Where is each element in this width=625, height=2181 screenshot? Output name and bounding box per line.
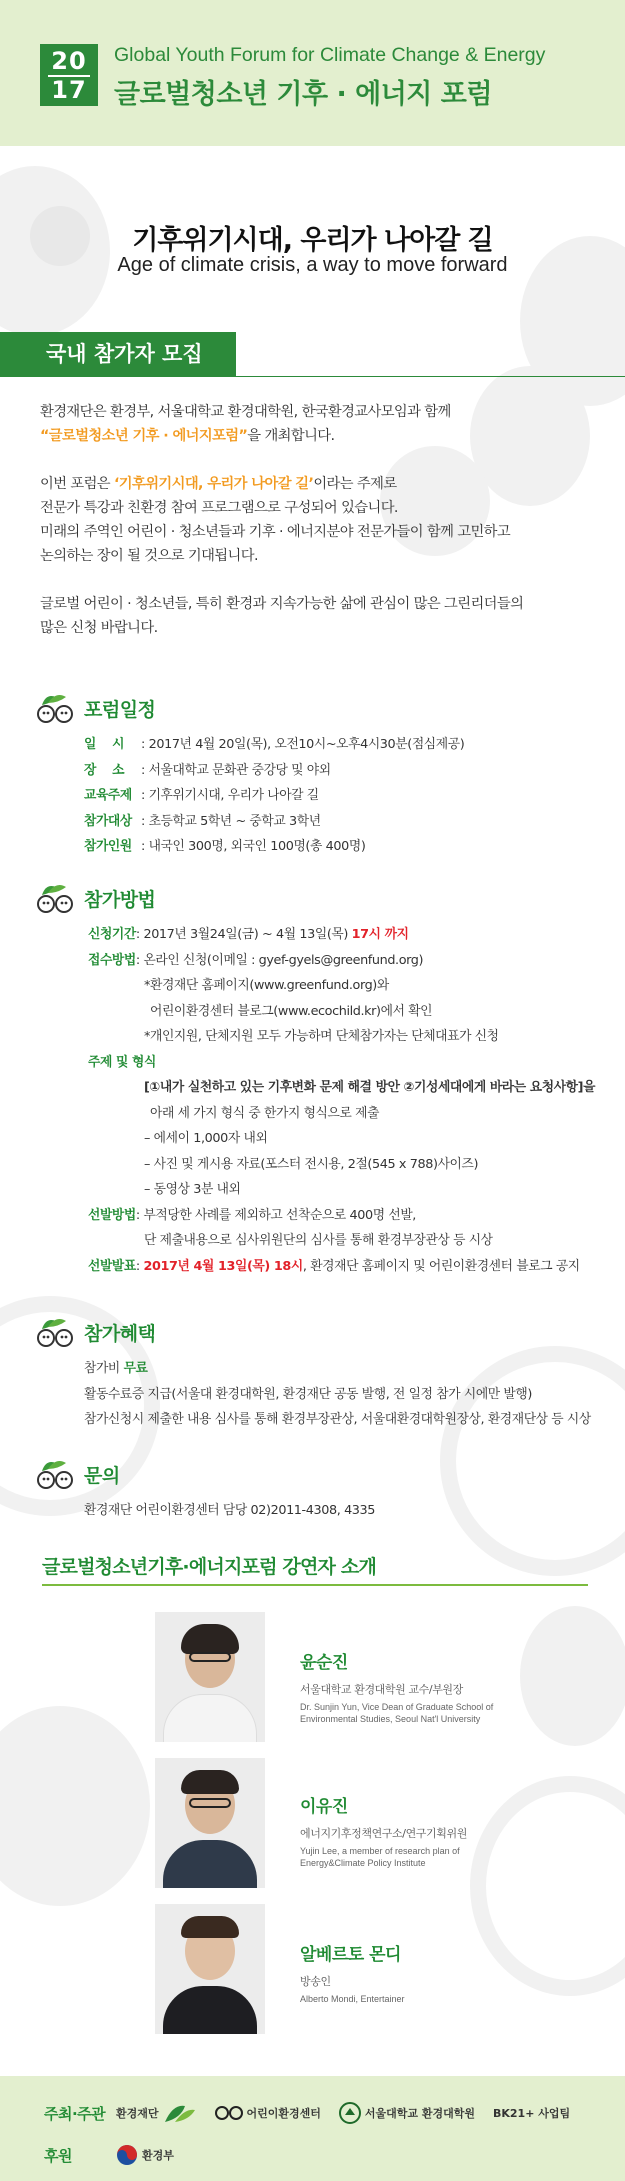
forum-logo-icon: [34, 881, 78, 915]
speaker-2-en-line2: Energy&Climate Policy Institute: [300, 1858, 426, 1868]
apply-note2: 어린이환경센터 블로그(www.ecochild.kr)에서 확인: [150, 1003, 433, 1019]
recruit-label: 국내 참가자 모집: [0, 332, 236, 377]
sponsor-1: [116, 2144, 174, 2166]
topic-line5: – 동영상 3분 내외: [144, 1182, 241, 1197]
speaker-1-en-line1: Dr. Sunjin Yun, Vice Dean of Graduate School of: [300, 1702, 494, 1712]
announce-rest: , 환경재단 홈페이지 및 어린이환경센터 블로그 공지: [302, 1258, 580, 1274]
schedule-row: 장 소 : 서울대학교 문화관 중강당 및 야외: [84, 758, 464, 784]
eco-child-logo-icon: [215, 2105, 243, 2121]
host-4: BK21+ 사업팀: [493, 2107, 571, 2120]
intro-p3-line2: 많은 신청 바랍니다.: [40, 620, 158, 636]
recruit-divider: [236, 376, 625, 377]
forum-logo-icon: [34, 691, 78, 725]
snu-emblem-icon: [339, 2102, 361, 2124]
schedule-row: 참가대상 : 초등학교 5학년 ~ 중학교 3학년: [84, 809, 464, 835]
period-label: 신청기간: [88, 927, 136, 942]
period-value: 2017년 3월24일(금) ~ 4월 13일(목): [143, 927, 352, 942]
schedule-row-label: 참가대상: [84, 813, 132, 829]
speaker-3: [300, 1940, 405, 2005]
speakers-divider: [42, 1584, 588, 1586]
topic-line4: – 사진 및 게시용 자료(포스터 전시용, 2절(545 x 788)사이즈): [144, 1156, 479, 1172]
benefit-section: [34, 1314, 591, 1433]
speaker-photo-1: [155, 1612, 265, 1742]
schedule-section: [34, 690, 464, 860]
contact-line1: 환경재단 어린이환경센터 담당 02)2011-4308, 4335: [84, 1503, 376, 1518]
schedule-row-value: 2017년 4월 20일(목), 오전10시~오후4시30분(점심제공): [148, 737, 465, 752]
intro-p2-line3: 미래의 주역인 어린이 · 청소년들과 기후 · 에너지분야 전문가들이 함께 고민하고: [40, 524, 511, 540]
schedule-row-value: 서울대학교 문화관 중강당 및 야외: [148, 762, 331, 778]
method-heading: 참가방법: [84, 888, 156, 911]
apply-note3: *개인지원, 단체지원 모두 가능하며 단체참가자는 단체대표가 신청: [144, 1029, 499, 1044]
intro-p1-line2: 을 개최합니다.: [247, 428, 335, 444]
speaker-2-name: 이유진: [300, 1797, 348, 1817]
schedule-heading: 포럼일정: [84, 698, 156, 721]
year-top: 20: [51, 47, 87, 75]
intro-theme: ‘기후위기시대, 우리가 나아갈 길’: [113, 476, 314, 492]
topic-label: 주제 및 형식: [88, 1054, 156, 1070]
speaker-2-role: 에너지기후정책연구소/연구기획위원: [300, 1827, 467, 1840]
schedule-row-value: 초등학교 5학년 ~ 중학교 3학년: [148, 813, 321, 829]
hero-title-ko: 기후위기시대, 우리가 나아갈 길: [132, 225, 493, 256]
sponsor-label: 후원: [44, 2146, 72, 2165]
header-title-en: Global Youth Forum for Climate Change & Energy: [114, 44, 546, 66]
select-line1: 부적당한 사례를 제외하고 선착순으로 400명 선발,: [143, 1207, 416, 1223]
intro-p3-line1: 글로벌 어린이 · 청소년들, 특히 환경과 지속가능한 삶에 관심이 많은 그린리더들의: [40, 596, 524, 612]
taegeuk-emblem-icon: [116, 2144, 138, 2166]
contact-heading: 문의: [84, 1464, 120, 1487]
host-label: 주최·주관: [44, 2104, 106, 2123]
forum-logo-icon: [34, 1457, 78, 1491]
announce-date: 2017년 4월 13일(목) 18시: [143, 1258, 303, 1274]
benefit-free: 무료: [123, 1361, 148, 1376]
intro-p2-line4: 논의하는 장이 될 것으로 기대됩니다.: [40, 548, 258, 564]
benefit-line2: 활동수료증 지급(서울대 환경대학원, 환경재단 공동 발행, 전 일정 참가 시에만 발행): [84, 1386, 532, 1402]
host-3-name: 서울대학교 환경대학원: [364, 2107, 475, 2120]
year-bottom: 17: [51, 76, 87, 104]
host-1: [116, 2102, 197, 2124]
speaker-3-role: 방송인: [300, 1975, 331, 1988]
leaf-logo-icon: [163, 2102, 197, 2124]
speaker-2: [300, 1792, 467, 1869]
year-badge: [40, 44, 98, 106]
schedule-row-label: 일 시: [84, 737, 125, 752]
header-banner: [0, 0, 625, 146]
speaker-3-name: 알베르토 몬디: [300, 1945, 401, 1965]
speaker-photo-3: [155, 1904, 265, 2034]
benefit-fee: 참가비: [84, 1361, 124, 1376]
hero-title-en: Age of climate crisis, a way to move forward: [117, 254, 508, 276]
speakers-heading: 글로벌청소년기후·에너지포럼 강연자 소개: [42, 1556, 377, 1578]
announce-label: 선발발표: [88, 1258, 136, 1274]
apply-label: 접수방법: [88, 952, 136, 968]
schedule-row-label: 장 소: [84, 762, 125, 778]
topic-line3: – 에세이 1,000자 내외: [144, 1131, 268, 1146]
schedule-row: 교육주제 : 기후위기시대, 우리가 나아갈 길: [84, 783, 464, 809]
footer: [0, 2076, 625, 2181]
schedule-row: 참가인원 : 내국인 300명, 외국인 100명(총 400명): [84, 834, 464, 860]
schedule-row-value: 기후위기시대, 우리가 나아갈 길: [148, 788, 319, 803]
intro-p2-pre: 이번 포럼은: [40, 476, 114, 492]
contact-section: [34, 1456, 375, 1524]
speaker-3-en-line1: Alberto Mondi, Entertainer: [300, 1994, 405, 2004]
select-label: 선발방법: [88, 1207, 136, 1223]
speaker-2-en-line1: Yujin Lee, a member of research plan of: [300, 1846, 460, 1856]
apply-value: 온라인 신청(이메일 : gyef-gyels@greenfund.org): [143, 952, 424, 968]
intro-p2-post: 이라는 주제로: [313, 476, 397, 492]
topic-line2: 아래 세 가지 형식 중 한가지 형식으로 제출: [150, 1105, 380, 1121]
method-section: 참가방법 신청기간: 2017년 3월24일(금) ~ 4월 13일(목) 17시 까지 접수방법: 온라인 신청(이메일 : gyef-gyels@greenfund.org) *환경재단 홈페이지(www.greenfund.org)와 어린이환경센터 블로그(www.ecochild.kr)에서 확인 *개인지원, 단체지원 모두 가능하며 단체참가자는 단체대표가 신청 주제 및 형식 [①내가 실천하고 있는 기후변화 문제 해결 방안 ②기성세대에게 바라는 요청사항]을 아래 세 가지 형식 중 한가지 형식으로 제출 – 에세이 1,000자 내외 – 사진 및 게시용 자료(포스터 전시용, 2절(545 x 788)사이즈) – 동영상 3분 내외 선발방법: 부적당한 사례를 제외하고 선착순으로 400명 선발, 단 제출내용으로 심사위원단의 심사를 통해 환경부장관상 등 시상 선발발표: 2017년 4월 13일(목) 18시, 환경재단 홈페이지 및 어린이환경센터 블로그 공지: [34, 880, 595, 1279]
forum-logo-icon: [34, 1315, 78, 1349]
speaker-1-role: 서울대학교 환경대학원 교수/부원장: [300, 1683, 463, 1696]
speaker-photo-2: [155, 1758, 265, 1888]
intro-forum-name: “글로벌청소년 기후 · 에너지포럼”: [40, 428, 248, 444]
benefit-line3: 참가신청시 제출한 내용 심사를 통해 환경부장관상, 서울대환경대학원장상, 환경재단상 등 시상: [84, 1412, 591, 1427]
schedule-row-label: 참가인원: [84, 839, 132, 854]
sponsor-1-name: 환경부: [142, 2149, 174, 2162]
benefit-heading: 참가혜택: [84, 1322, 156, 1345]
speaker-1-name: 윤순진: [300, 1653, 348, 1673]
apply-note1: *환경재단 홈페이지(www.greenfund.org)와: [144, 978, 389, 993]
speaker-1-en-line2: Environmental Studies, Seoul Nat'l University: [300, 1714, 481, 1724]
schedule-row: 일 시 : 2017년 4월 20일(목), 오전10시~오후4시30분(점심제공): [84, 732, 464, 758]
intro-text: [40, 400, 600, 664]
schedule-row-label: 교육주제: [84, 788, 132, 803]
speaker-1: [300, 1648, 493, 1725]
period-deadline: 17시 까지: [351, 927, 409, 942]
select-line2: 단 제출내용으로 심사위원단의 심사를 통해 환경부장관상 등 시상: [144, 1233, 493, 1248]
intro-p2-line2: 전문가 특강과 친환경 참여 프로그램으로 구성되어 있습니다.: [40, 500, 398, 516]
host-2: [215, 2105, 321, 2121]
host-2-name: 어린이환경센터: [246, 2107, 321, 2120]
intro-p1-line1: 환경재단은 환경부, 서울대학교 환경대학원, 한국환경교사모임과 함께: [40, 404, 451, 420]
topic-line1: [①내가 실천하고 있는 기후변화 문제 해결 방안 ②기성세대에게 바라는 요청사항]을: [144, 1080, 596, 1095]
schedule-row-value: 내국인 300명, 외국인 100명(총 400명): [148, 839, 366, 854]
host-3: [339, 2102, 475, 2124]
header-title-ko: 글로벌청소년 기후 · 에너지 포럼: [114, 79, 492, 110]
host-1-name: 환경재단: [116, 2107, 159, 2120]
